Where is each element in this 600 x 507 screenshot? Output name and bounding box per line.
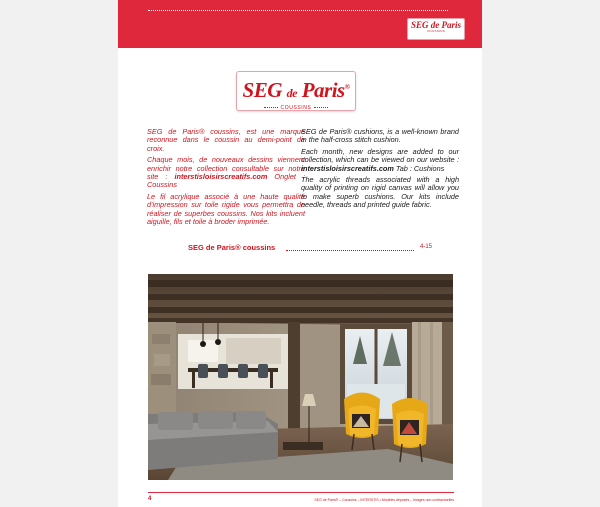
living-room-photo xyxy=(148,274,453,480)
header-logo-text: SEG de Paris xyxy=(410,20,461,30)
brand-logo-wordmark: SEG de Paris® xyxy=(242,78,350,102)
english-collection: Each month, new designs are added to our collection, which can be viewed on our website : interstisloisirscreatifs.com Tab : Cushions xyxy=(301,146,459,173)
toc-entry[interactable] xyxy=(188,243,438,255)
catalog-page xyxy=(118,0,482,507)
english-intro: SEG de Paris® cushions, is a well-known brand in the half-cross stitch cushion. xyxy=(301,127,459,145)
toc-page-range: 4-15 xyxy=(420,244,433,250)
top-banner xyxy=(118,0,482,48)
english-column xyxy=(301,128,459,213)
english-materials: The acrylic threads associated with a high quality of printing on rigid canvas will allow you to make superb cushions. Our kits include needle, threads and printed guide fabric. xyxy=(301,175,459,210)
french-materials: Le fil acrylique associé à une haute qualité d'impression sur toile rigide vous permettra de réaliser de superbes coussins. Nos kits incluent aiguille, fils et toile à broder imprimée. xyxy=(147,191,305,227)
english-website-link[interactable]: interstisloisirscreatifs.com xyxy=(301,163,394,173)
french-column xyxy=(147,128,305,229)
page-number: 4 xyxy=(148,496,152,502)
brand-logo-subtitle: COUSSINS xyxy=(237,105,355,111)
footer-text: SEG de Paris® – Coussins – INTERSTIS • Modèles déposés – Images non contractuelles xyxy=(314,498,454,502)
header-logo-subtitle: COUSSINS xyxy=(426,29,446,33)
header-logo xyxy=(407,18,465,40)
living-room-illustration xyxy=(148,274,453,480)
french-collection: Chaque mois, de nouveaux dessins viennent enrichir notre collection consultable sur notre site : interstisloisirscreatifs.com Onglet : Coussins xyxy=(147,155,305,190)
french-website-link[interactable]: interstisloisirscreatifs.com xyxy=(174,172,268,182)
french-intro: SEG de Paris® coussins, est une marque reconnue dans le coussin au demi-point de croix. xyxy=(147,127,305,153)
footer-divider xyxy=(148,492,454,493)
toc-leader xyxy=(286,250,414,251)
toc-title: SEG de Paris® coussins xyxy=(188,243,276,252)
brand-logo xyxy=(236,71,356,111)
dotted-divider xyxy=(148,10,448,11)
